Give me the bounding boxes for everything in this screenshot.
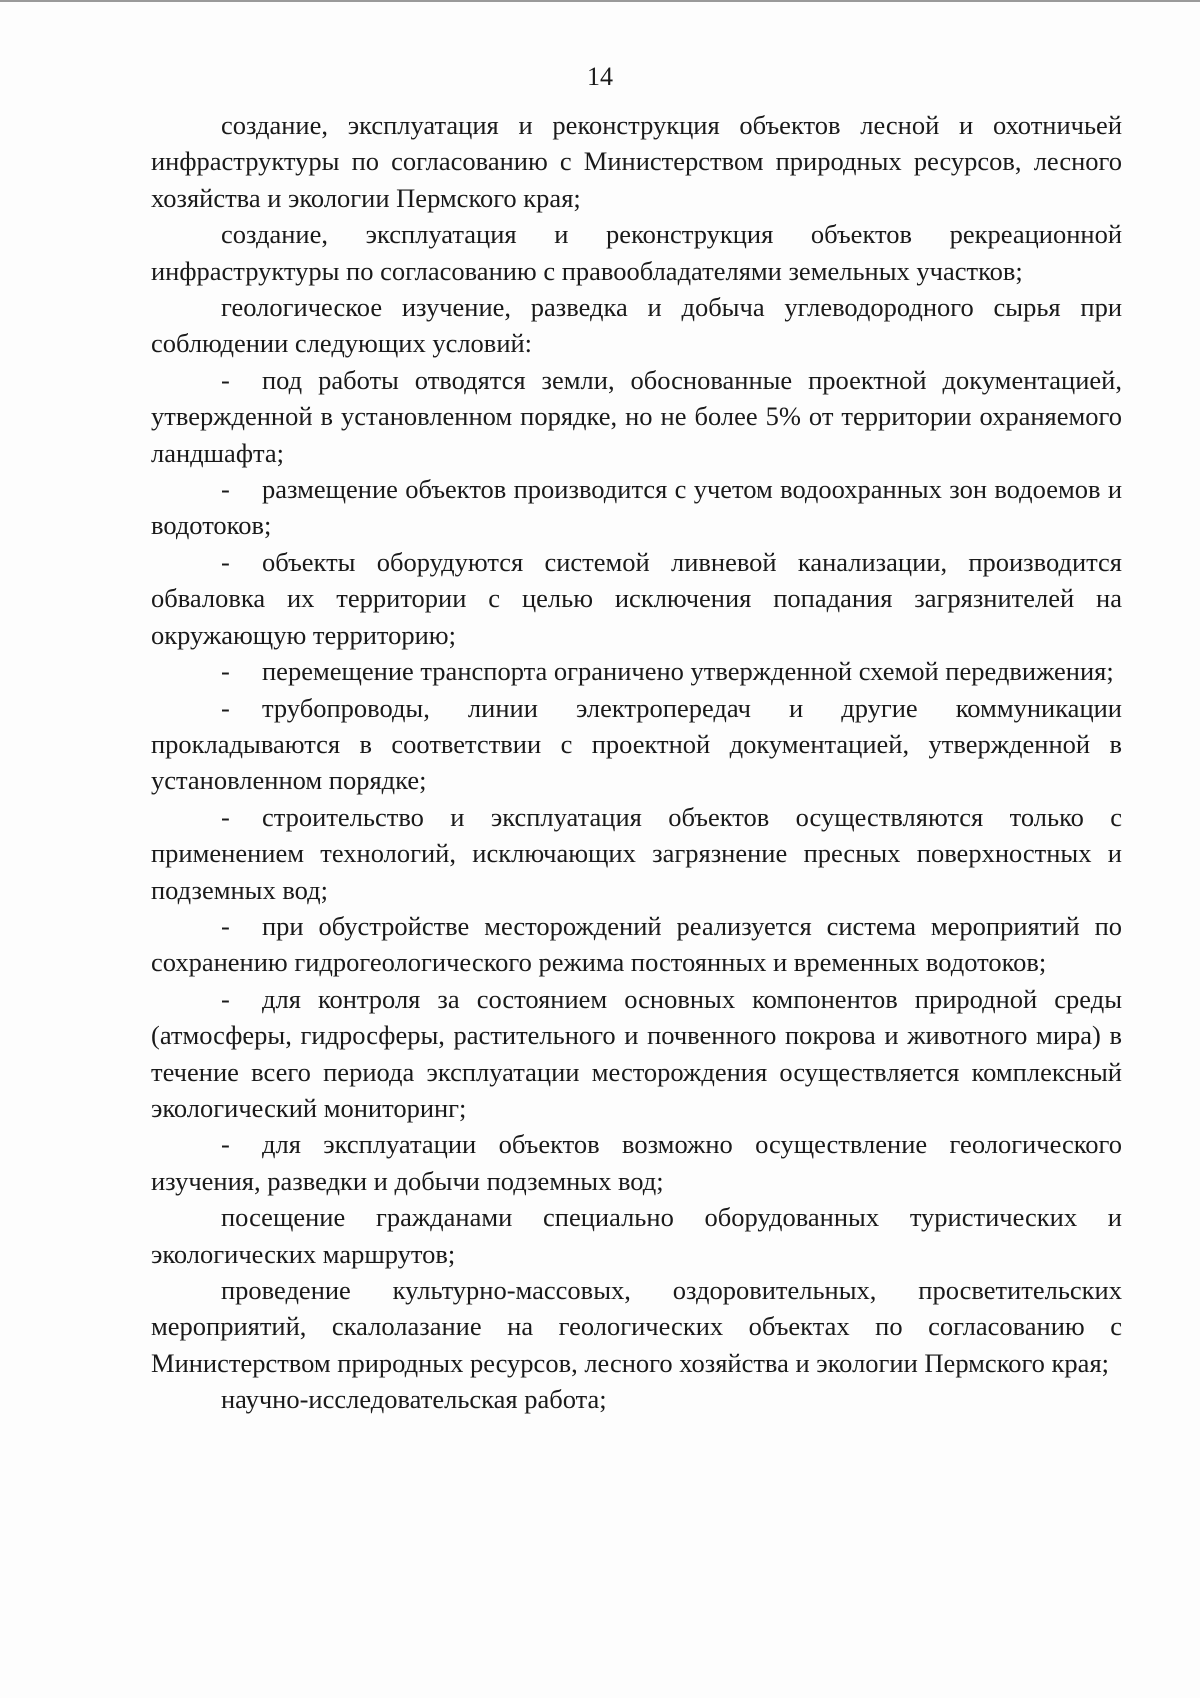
list-item-marker: - xyxy=(221,364,230,395)
list-item-text: перемещение транспорта ограничено утвержденной схемой передвижения; xyxy=(262,656,1114,687)
list-item-marker: - xyxy=(221,546,230,577)
list-item xyxy=(151,690,1122,799)
paragraph: создание, эксплуатация и реконструкция объектов рекреационной инфраструктуры по согласованию с правообладателями земельных участков; xyxy=(151,219,1122,286)
document-body xyxy=(151,107,1122,1418)
paragraph: создание, эксплуатация и реконструкция объектов лесной и охотничьей инфраструктуры по согласованию с Министерством природных ресурсов, лесного хозяйства и экологии Пермского края; xyxy=(151,110,1122,213)
list-item-text: при обустройстве месторождений реализуется система мероприятий по сохранению гидрогеологического режима постоянных и временных водотоков; xyxy=(151,910,1122,978)
paragraph: проведение культурно-массовых, оздоровительных, просветительских мероприятий, скалолазание на геологических объектах по согласованию с Министерством природных ресурсов, лесного хозяйства и экологии Пермского края; xyxy=(151,1275,1122,1378)
list-item xyxy=(151,362,1122,471)
list-item-text: для эксплуатации объектов возможно осуществление геологического изучения, разведки и добычи подземных вод; xyxy=(151,1129,1122,1196)
scan-edge-line xyxy=(0,0,1200,2)
list-item xyxy=(151,1126,1122,1199)
list-item-text: трубопроводы, линии электропередач и другие коммуникации прокладываются в соответствии с проектной документацией, утвержденной в установленном порядке; xyxy=(151,692,1122,796)
list-item-text: для контроля за состоянием основных компонентов природной среды (атмосферы, гидросферы, растительного и почвенного покрова и животного мира) в течение всего периода эксплуатации месторождения осуществляется комплексный экологический мониторинг; xyxy=(151,983,1122,1123)
list-item-marker: - xyxy=(221,983,230,1014)
list-item xyxy=(151,544,1122,653)
paragraph: геологическое изучение, разведка и добыча углеводородного сырья при соблюдении следующих условий: xyxy=(151,292,1122,359)
list-item-marker: - xyxy=(221,910,230,941)
page-number: 14 xyxy=(587,62,613,91)
list-item xyxy=(151,799,1122,908)
list-item-marker: - xyxy=(221,801,230,832)
paragraph: посещение гражданами специально оборудованных туристических и экологических маршрутов; xyxy=(151,1202,1122,1269)
list-item-text: строительство и эксплуатация объектов осуществляются только с применением технологий, исключающих загрязнение пресных поверхностных и подземных вод; xyxy=(151,801,1122,905)
paragraph: научно-исследовательская работа; xyxy=(221,1384,607,1415)
list-item-marker: - xyxy=(221,1129,230,1160)
list-item xyxy=(151,908,1122,981)
list-item xyxy=(151,653,1122,689)
list-item-marker: - xyxy=(221,692,230,723)
list-item-text: размещение объектов производится с учетом водоохранных зон водоемов и водотоков; xyxy=(151,474,1122,541)
list-item-text: под работы отводятся земли, обоснованные проектной документацией, утвержденной в установленном порядке, но не более 5% от территории охраняемого ландшафта; xyxy=(151,364,1122,468)
list-item-marker: - xyxy=(221,656,230,687)
list-item xyxy=(151,471,1122,544)
list-item xyxy=(151,981,1122,1127)
list-item-marker: - xyxy=(221,474,230,505)
list-item-text: объекты оборудуются системой ливневой канализации, производится обваловка их территории с целью исключения попадания загрязнителей на окружающую территорию; xyxy=(151,546,1122,650)
